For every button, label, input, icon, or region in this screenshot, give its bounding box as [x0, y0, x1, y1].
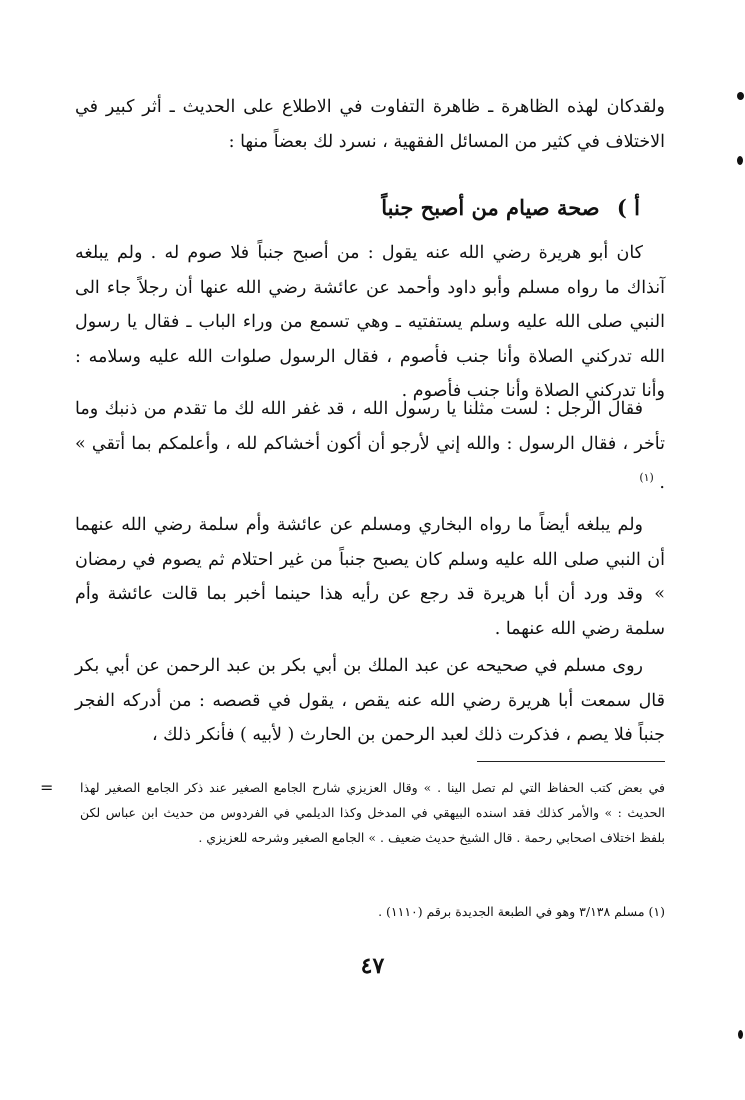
margin-mark — [738, 1030, 743, 1039]
margin-mark — [737, 92, 744, 100]
page-number: ٤٧ — [360, 953, 385, 979]
paragraph-2 — [75, 392, 665, 500]
paragraph-1 — [75, 236, 665, 409]
intro-text: ولقدكان لهذه الظاهرة ـ ظاهرة التفاوت في الاطلاع على الحديث ـ أثر كبير في الاختلاف في كثير من المسائل الفقهية ، نسرد لك بعضاً منها : — [75, 97, 665, 152]
footnote-1 — [80, 899, 665, 924]
intro-paragraph — [75, 90, 665, 159]
footnote-continuation — [80, 775, 665, 850]
paragraph-2-text: فقال الرجل : لست مثلنا يا رسول الله ، قد غفر الله لك ما تقدم من ذنبك وما تأخر ، فقال الرسول : والله إني لأرجو أن أكون أخشاكم لله ، وأعلمكم بما أتقي » . — [75, 399, 665, 493]
footnote-continuation-text: في بعض كتب الحفاظ التي لم تصل الينا . » وقال العزيزي شارح الجامع الصغير عند ذكر الجامع الصغير لهذا الحديث : » والأمر كذلك فقد اسنده البيهقي في المدخل وكذا الديلمي في الفردوس من حديث ابن عباس لكن بلفظ اختلاف اصحابي رحمة . قال الشيخ حديث ضعيف . » الجامع الصغير وشرحه للعزيزي . — [80, 780, 665, 845]
paragraph-5-text: روى مسلم في صحيحه عن عبد الملك بن أبي بكر بن عبد الرحمن عن أبي بكر قال سمعت أبا هريرة رضي الله عنه يقص ، يقول في قصصه : من أدركه الفجر جنباً فلا يصم ، فذكرت ذلك لعبد الرحمن بن الحارث ( لأبيه ) فأنكر ذلك ، — [75, 656, 665, 745]
section-heading — [80, 190, 640, 226]
footnote-1-text: (١) مسلم ٣/١٣٨ وهو في الطبعة الجديدة برقم (١١١٠) . — [378, 904, 665, 919]
footnote-ref-1: (١) — [639, 471, 654, 484]
paragraph-1-text: كان أبو هريرة رضي الله عنه يقول : من أصبح جنباً فلا صوم له . ولم يبلغه آنذاك ما رواه مسلم وأبو داود وأحمد عن عائشة رضي الله عنها أن رجلاً جاء الى النبي صلى الله عليه وسلم يستفتيه ـ وهي تسمع من وراء الباب ـ فقال يا رسول الله تدركني الصلاة وأنا جنب فأصوم ، فقال الرسول صلوات الله عليه وسلامه : وأنا تدركني الصلاة وأنا جنب فأصوم . — [75, 243, 665, 401]
margin-mark — [737, 156, 743, 165]
footnote-continuation-mark: = — [40, 778, 54, 797]
paragraph-3-text: ولم يبلغه أيضاً ما رواه البخاري ومسلم عن عائشة وأم سلمة رضي الله عنهما أن النبي صلى الله عليه وسلم كان يصبح جنباً من غير احتلام ثم يصوم في رمضان » — [75, 515, 665, 604]
heading-title: صحة صيام من أصبح جنباً — [381, 195, 600, 220]
paragraph-5 — [75, 649, 665, 753]
paragraph-4 — [75, 577, 665, 646]
heading-marker: أ ) — [616, 195, 640, 220]
footnote-divider — [477, 761, 665, 762]
paragraph-4-text: وقد ورد أن أبا هريرة قد رجع عن رأيه هذا حينما أخبر بما قالت عائشة وأم سلمة رضي الله عنهما . — [75, 584, 665, 639]
